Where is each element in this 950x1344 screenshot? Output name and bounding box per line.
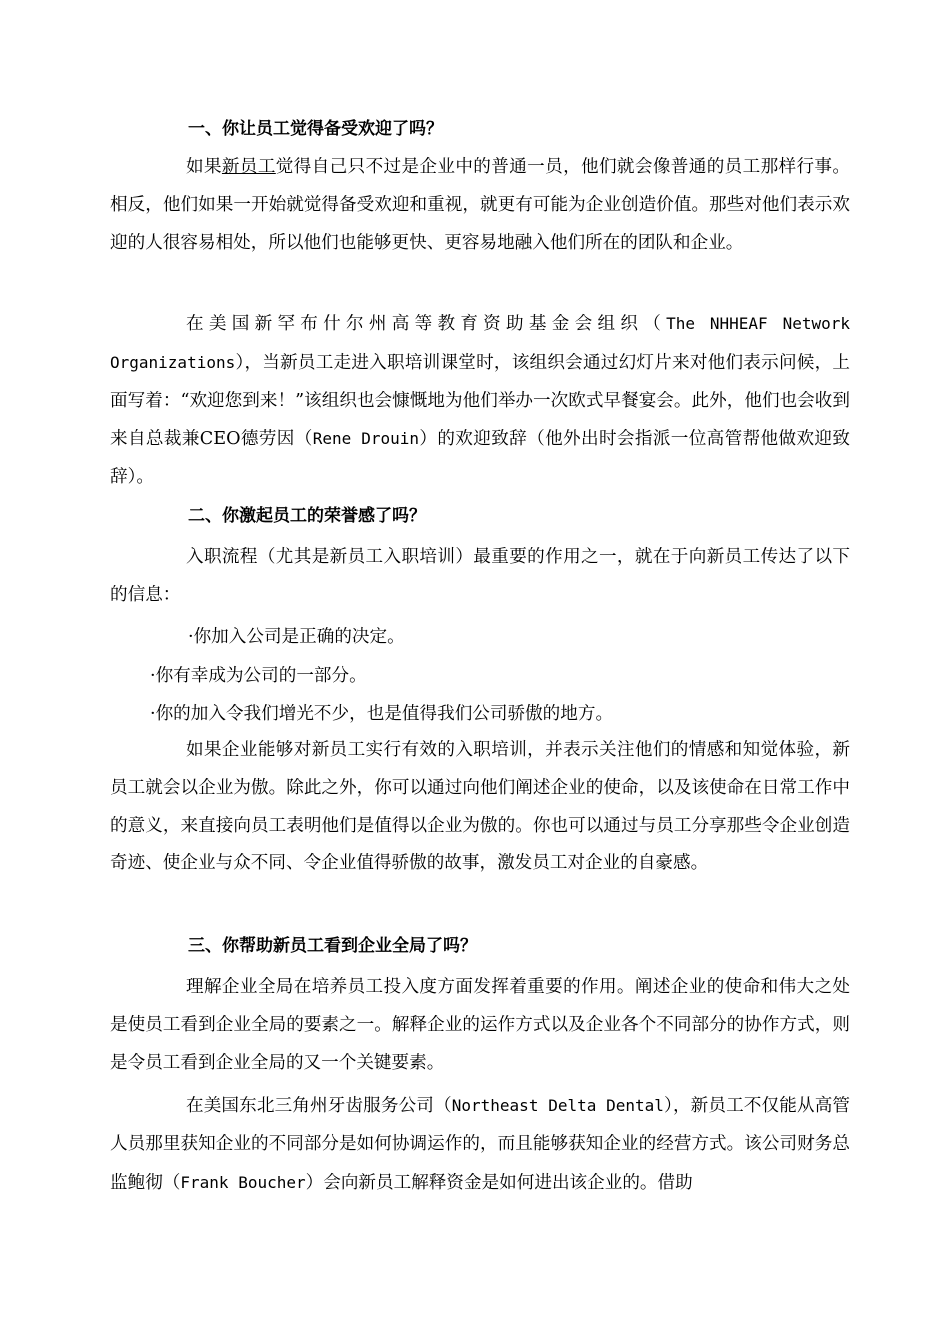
list-item: ·你加入公司是正确的决定。 (188, 627, 405, 647)
paragraph-1-2: 在美国新罕布什尔州高等教育资助基金会组织（The NHHEAF Network Organizations），当新员工走进入职培训课堂时，该组织会通过幻灯片来对他们表示问候，上面写着：“欢迎您到来！”该组织也会慷慨地为他们举办一次欧式早餐宴会。此外，他们也会收到来自总裁兼CEO德劳因（Rene Drouin）的欢迎致辞（他外出时会指派一位高管帮他做欢迎致辞）。 (110, 314, 851, 488)
paragraph-1-1: 如果新员工觉得自己只不过是企业中的普通一员，他们就会像普通的员工那样行事。相反，他们如果一开始就觉得备受欢迎和重视，就更有可能为企业创造价值。那些对他们表示欢迎的人很容易相处，所以他们也能够更快、更容易地融入他们所在的团队和企业。 (110, 157, 850, 253)
section-heading-1: 一、你让员工觉得备受欢迎了吗？ (188, 119, 443, 139)
paragraph-3-2: 在美国东北三角州牙齿服务公司（Northeast Delta Dental），新员工不仅能从高管人员那里获知企业的不同部分是如何协调运作的，而且能够获知企业的经营方式。该公司财务总监鲍彻（Frank Boucher）会向新员工解释资金是如何进出该企业的。借助 (110, 1096, 850, 1193)
document-page (110, 0, 850, 1344)
section-heading-2: 二、你激起员工的荣誉感了吗？ (188, 506, 426, 526)
list-item: ·你有幸成为公司的一部分。 (150, 666, 367, 686)
section-heading-3: 三、你帮助新员工看到企业全局了吗？ (188, 936, 477, 956)
new-employee-link[interactable]: 新员工 (221, 157, 276, 177)
list-item: ·你的加入令我们增光不少，也是值得我们公司骄傲的地方。 (150, 704, 614, 724)
paragraph-2-2: 如果企业能够对新员工实行有效的入职培训，并表示关注他们的情感和知觉体验，新员工就会以企业为傲。除此之外，你可以通过向他们阐述企业的使命，以及该使命在日常工作中的意义，来直接向员工表明他们是值得以企业为傲的。你也可以通过与员工分享那些令企业创造奇迹、使企业与众不同、令企业值得骄傲的故事，激发员工对企业的自豪感。 (110, 740, 850, 874)
paragraph-2-1: 入职流程（尤其是新员工入职培训）最重要的作用之一，就在于向新员工传达了以下的信息： (110, 547, 850, 605)
paragraph-3-1: 理解企业全局在培养员工投入度方面发挥着重要的作用。阐述企业的使命和伟大之处是使员工看到企业全局的要素之一。解释企业的运作方式以及企业各个不同部分的协作方式，则是令员工看到企业全局的又一个关键要素。 (110, 977, 850, 1073)
